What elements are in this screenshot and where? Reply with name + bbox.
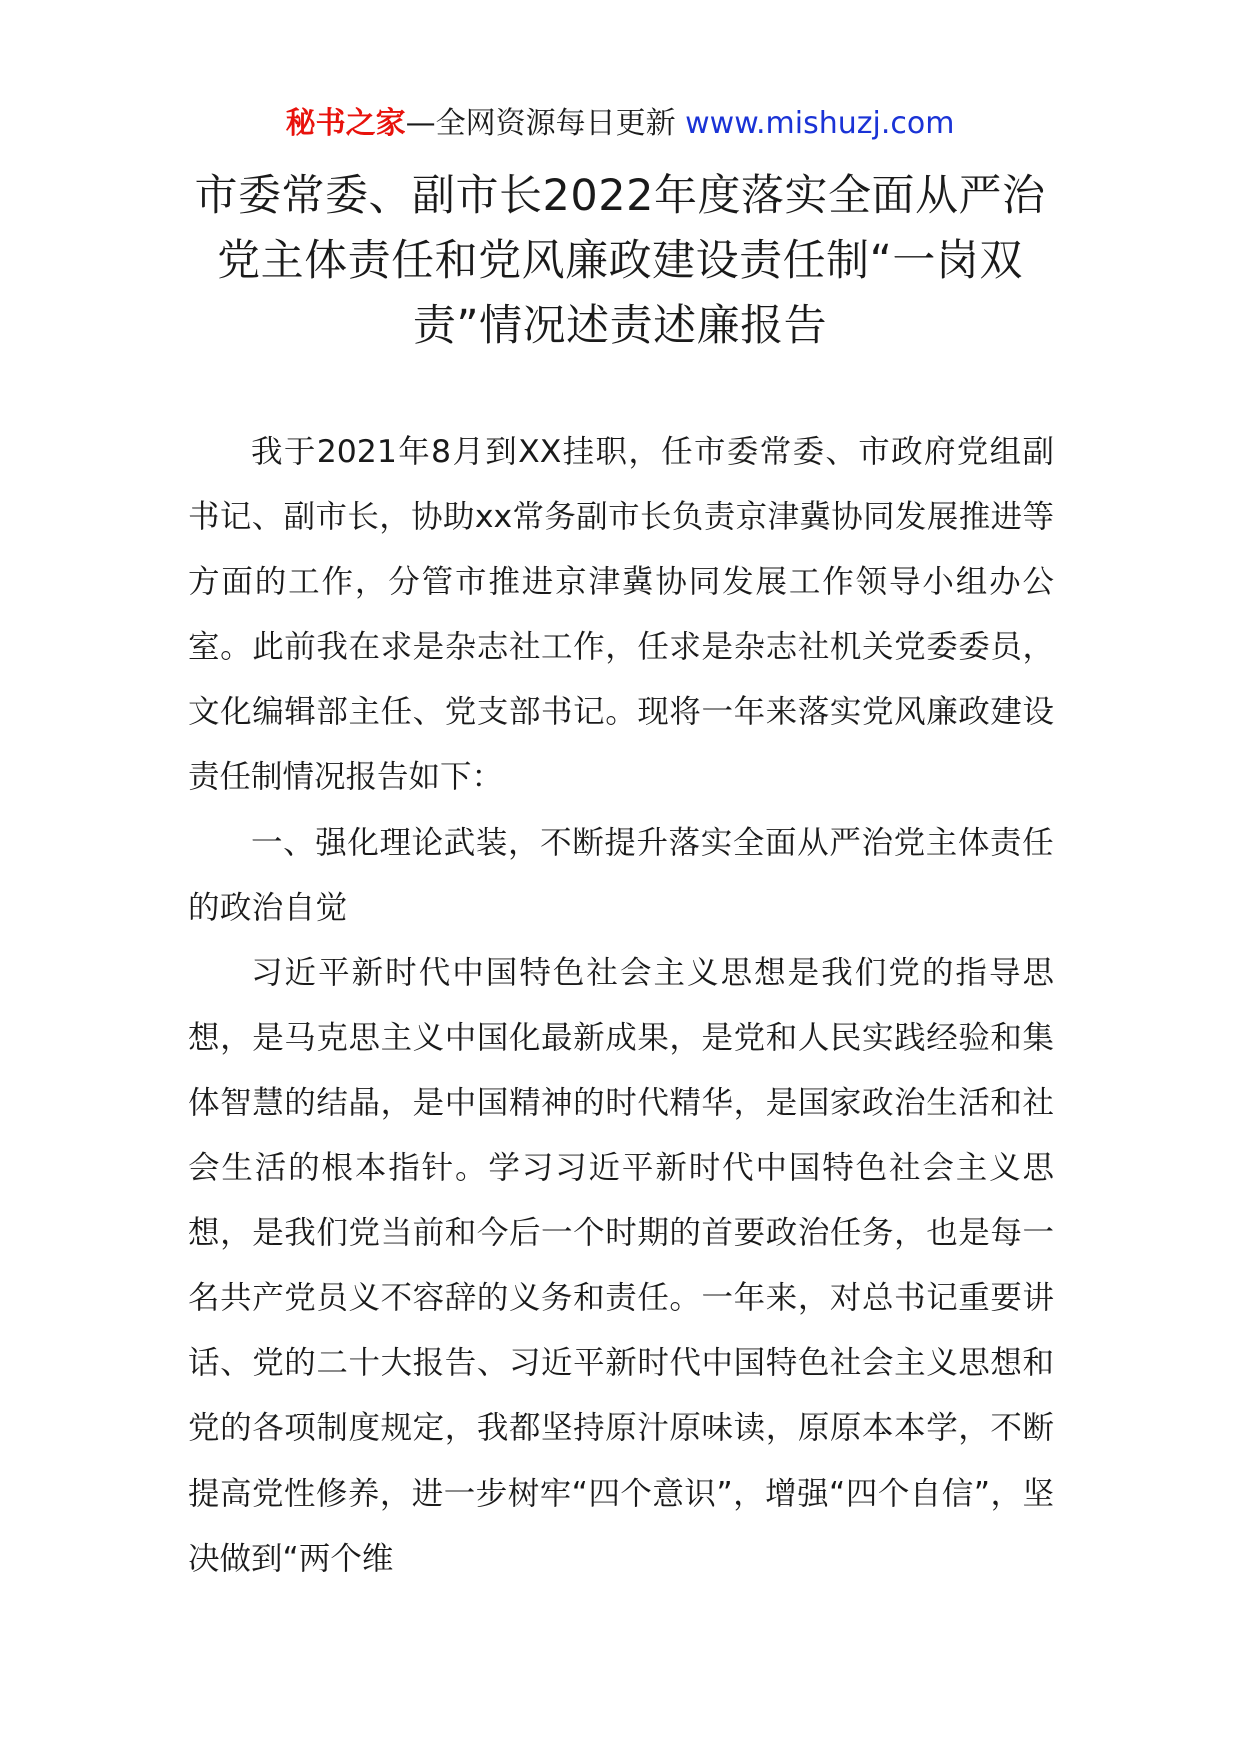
- paragraph-section-1: 习近平新时代中国特色社会主义思想是我们党的指导思想，是马克思主义中国化最新成果，是党和人民实践经验和集体智慧的结晶，是中国精神的时代精华，是国家政治生活和社会生活的根本指针。学习习近平新时代中国特色社会主义思想，是我们党当前和今后一个时期的首要政治任务，也是每一名共产党员义不容辞的义务和责任。一年来，对总书记重要讲话、党的二十大报告、习近平新时代中国特色社会主义思想和党的各项制度规定，我都坚持原汁原味读，原原本本学，不断提高党性修养，进一步树牢“四个意识”，增强“四个自信”，坚决做到“两个维: [188, 954, 1054, 1577]
- banner-slogan: —全网资源每日更新: [405, 106, 676, 141]
- paragraph-intro: 我于2021年8月到XX挂职，任市委常委、市政府党组副书记、副市长，协助xx常务副市长负责京津冀协同发展推进等方面的工作，分管市推进京津冀协同发展工作领导小组办公室。此前我在求是杂志社工作，任求是杂志社机关党委委员，文化编辑部主任、党支部书记。现将一年来落实党风廉政建设责任制情况报告如下：: [188, 434, 1054, 796]
- document-title: 市委常委、副市长2022年度落实全面从严治党主体责任和党风廉政建设责任制“一岗双责”情况述责述廉报告: [194, 171, 1046, 351]
- banner-url-link[interactable]: www.mishuzj.com: [685, 106, 955, 141]
- section-heading-1: 一、强化理论武装，不断提升落实全面从严治党主体责任的政治自觉: [188, 824, 1054, 926]
- banner-brand: 秘书之家: [285, 106, 406, 141]
- site-banner: [0, 102, 1240, 146]
- document-body: [188, 420, 1054, 1592]
